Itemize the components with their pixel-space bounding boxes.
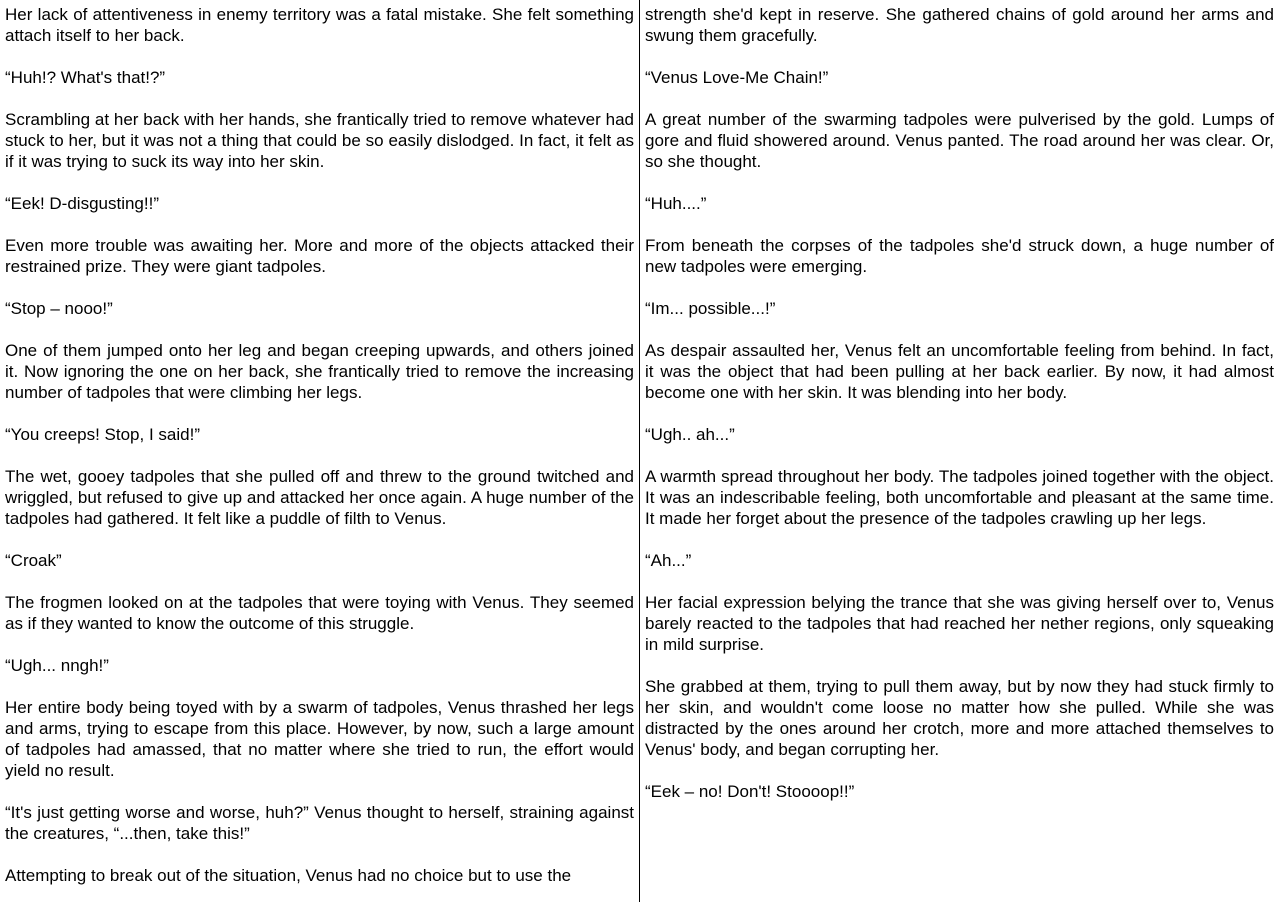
paragraph: Attempting to break out of the situation, Venus had no choice but to use the xyxy=(5,866,572,885)
paragraph: Her lack of attentiveness in enemy territory was a fatal mistake. She felt something attach itself to her back. xyxy=(5,5,634,45)
dialogue-line: “Ah...” xyxy=(645,551,692,570)
paragraph: The wet, gooey tadpoles that she pulled off and threw to the ground twitched and wriggled, but refused to give up and attacked her once again. A huge number of the tadpoles had gathered. It felt like a puddle of filth to Venus. xyxy=(5,467,634,528)
paragraph: Even more trouble was awaiting her. More and more of the objects attacked their restrained prize. They were giant tadpoles. xyxy=(5,236,634,276)
dialogue-line: “Venus Love-Me Chain!” xyxy=(645,68,829,87)
paragraph: As despair assaulted her, Venus felt an uncomfortable feeling from behind. In fact, it was the object that had been pulling at her back earlier. By now, it had almost become one with her skin. It was blending into her body. xyxy=(645,341,1274,402)
dialogue-line: “You creeps! Stop, I said!” xyxy=(5,425,200,444)
dialogue-line: “Im... possible...!” xyxy=(645,299,776,318)
dialogue-line: “Huh....” xyxy=(645,194,707,213)
paragraph: A great number of the swarming tadpoles were pulverised by the gold. Lumps of gore and fluid showered around. Venus panted. The road around her was clear. Or, so she thought. xyxy=(645,110,1274,171)
paragraph: A warmth spread throughout her body. The tadpoles joined together with the object. It was an indescribable feeling, both uncomfortable and pleasant at the same time. It made her forget about the presence of the tadpoles crawling up her legs. xyxy=(645,467,1274,528)
dialogue-line: “Eek – no! Don't! Stoooop!!” xyxy=(645,782,855,801)
paragraph: From beneath the corpses of the tadpoles she'd struck down, a huge number of new tadpoles were emerging. xyxy=(645,236,1274,276)
paragraph: Her entire body being toyed with by a swarm of tadpoles, Venus thrashed her legs and arms, trying to escape from this place. However, by now, such a large amount of tadpoles had amassed, that no matter where she tried to run, the effort would yield no result. xyxy=(5,698,634,780)
left-column xyxy=(5,4,634,907)
paragraph: Her facial expression belying the trance that she was giving herself over to, Venus barely reacted to the tadpoles that had reached her nether regions, only squeaking in mild surprise. xyxy=(645,593,1274,654)
dialogue-line: “Ugh.. ah...” xyxy=(645,425,735,444)
column-divider xyxy=(639,0,640,902)
dialogue-line: “Eek! D-disgusting!!” xyxy=(5,194,159,213)
paragraph: The frogmen looked on at the tadpoles that were toying with Venus. They seemed as if they wanted to know the outcome of this struggle. xyxy=(5,593,634,633)
paragraph: She grabbed at them, trying to pull them away, but by now they had stuck firmly to her skin, and wouldn't come loose no matter how she pulled. While she was distracted by the ones around her crotch, more and more attached themselves to Venus' body, and began corrupting her. xyxy=(645,677,1274,759)
dialogue-line: “Croak” xyxy=(5,551,62,570)
paragraph: Scrambling at her back with her hands, she frantically tried to remove whatever had stuck to her, but it was not a thing that could be so easily dislodged. In fact, it felt as if it was trying to suck its way into her skin. xyxy=(5,110,634,171)
dialogue-line: “Ugh... nngh!” xyxy=(5,656,109,675)
paragraph: “It's just getting worse and worse, huh?” Venus thought to herself, straining against the creatures, “...then, take this!” xyxy=(5,803,634,843)
dialogue-line: “Huh!? What's that!?” xyxy=(5,68,166,87)
dialogue-line: “Stop – nooo!” xyxy=(5,299,113,318)
paragraph: strength she'd kept in reserve. She gathered chains of gold around her arms and swung them gracefully. xyxy=(645,5,1274,45)
paragraph: One of them jumped onto her leg and began creeping upwards, and others joined it. Now ignoring the one on her back, she frantically tried to remove the increasing number of tadpoles that were climbing her legs. xyxy=(5,341,634,402)
right-column xyxy=(645,4,1274,823)
